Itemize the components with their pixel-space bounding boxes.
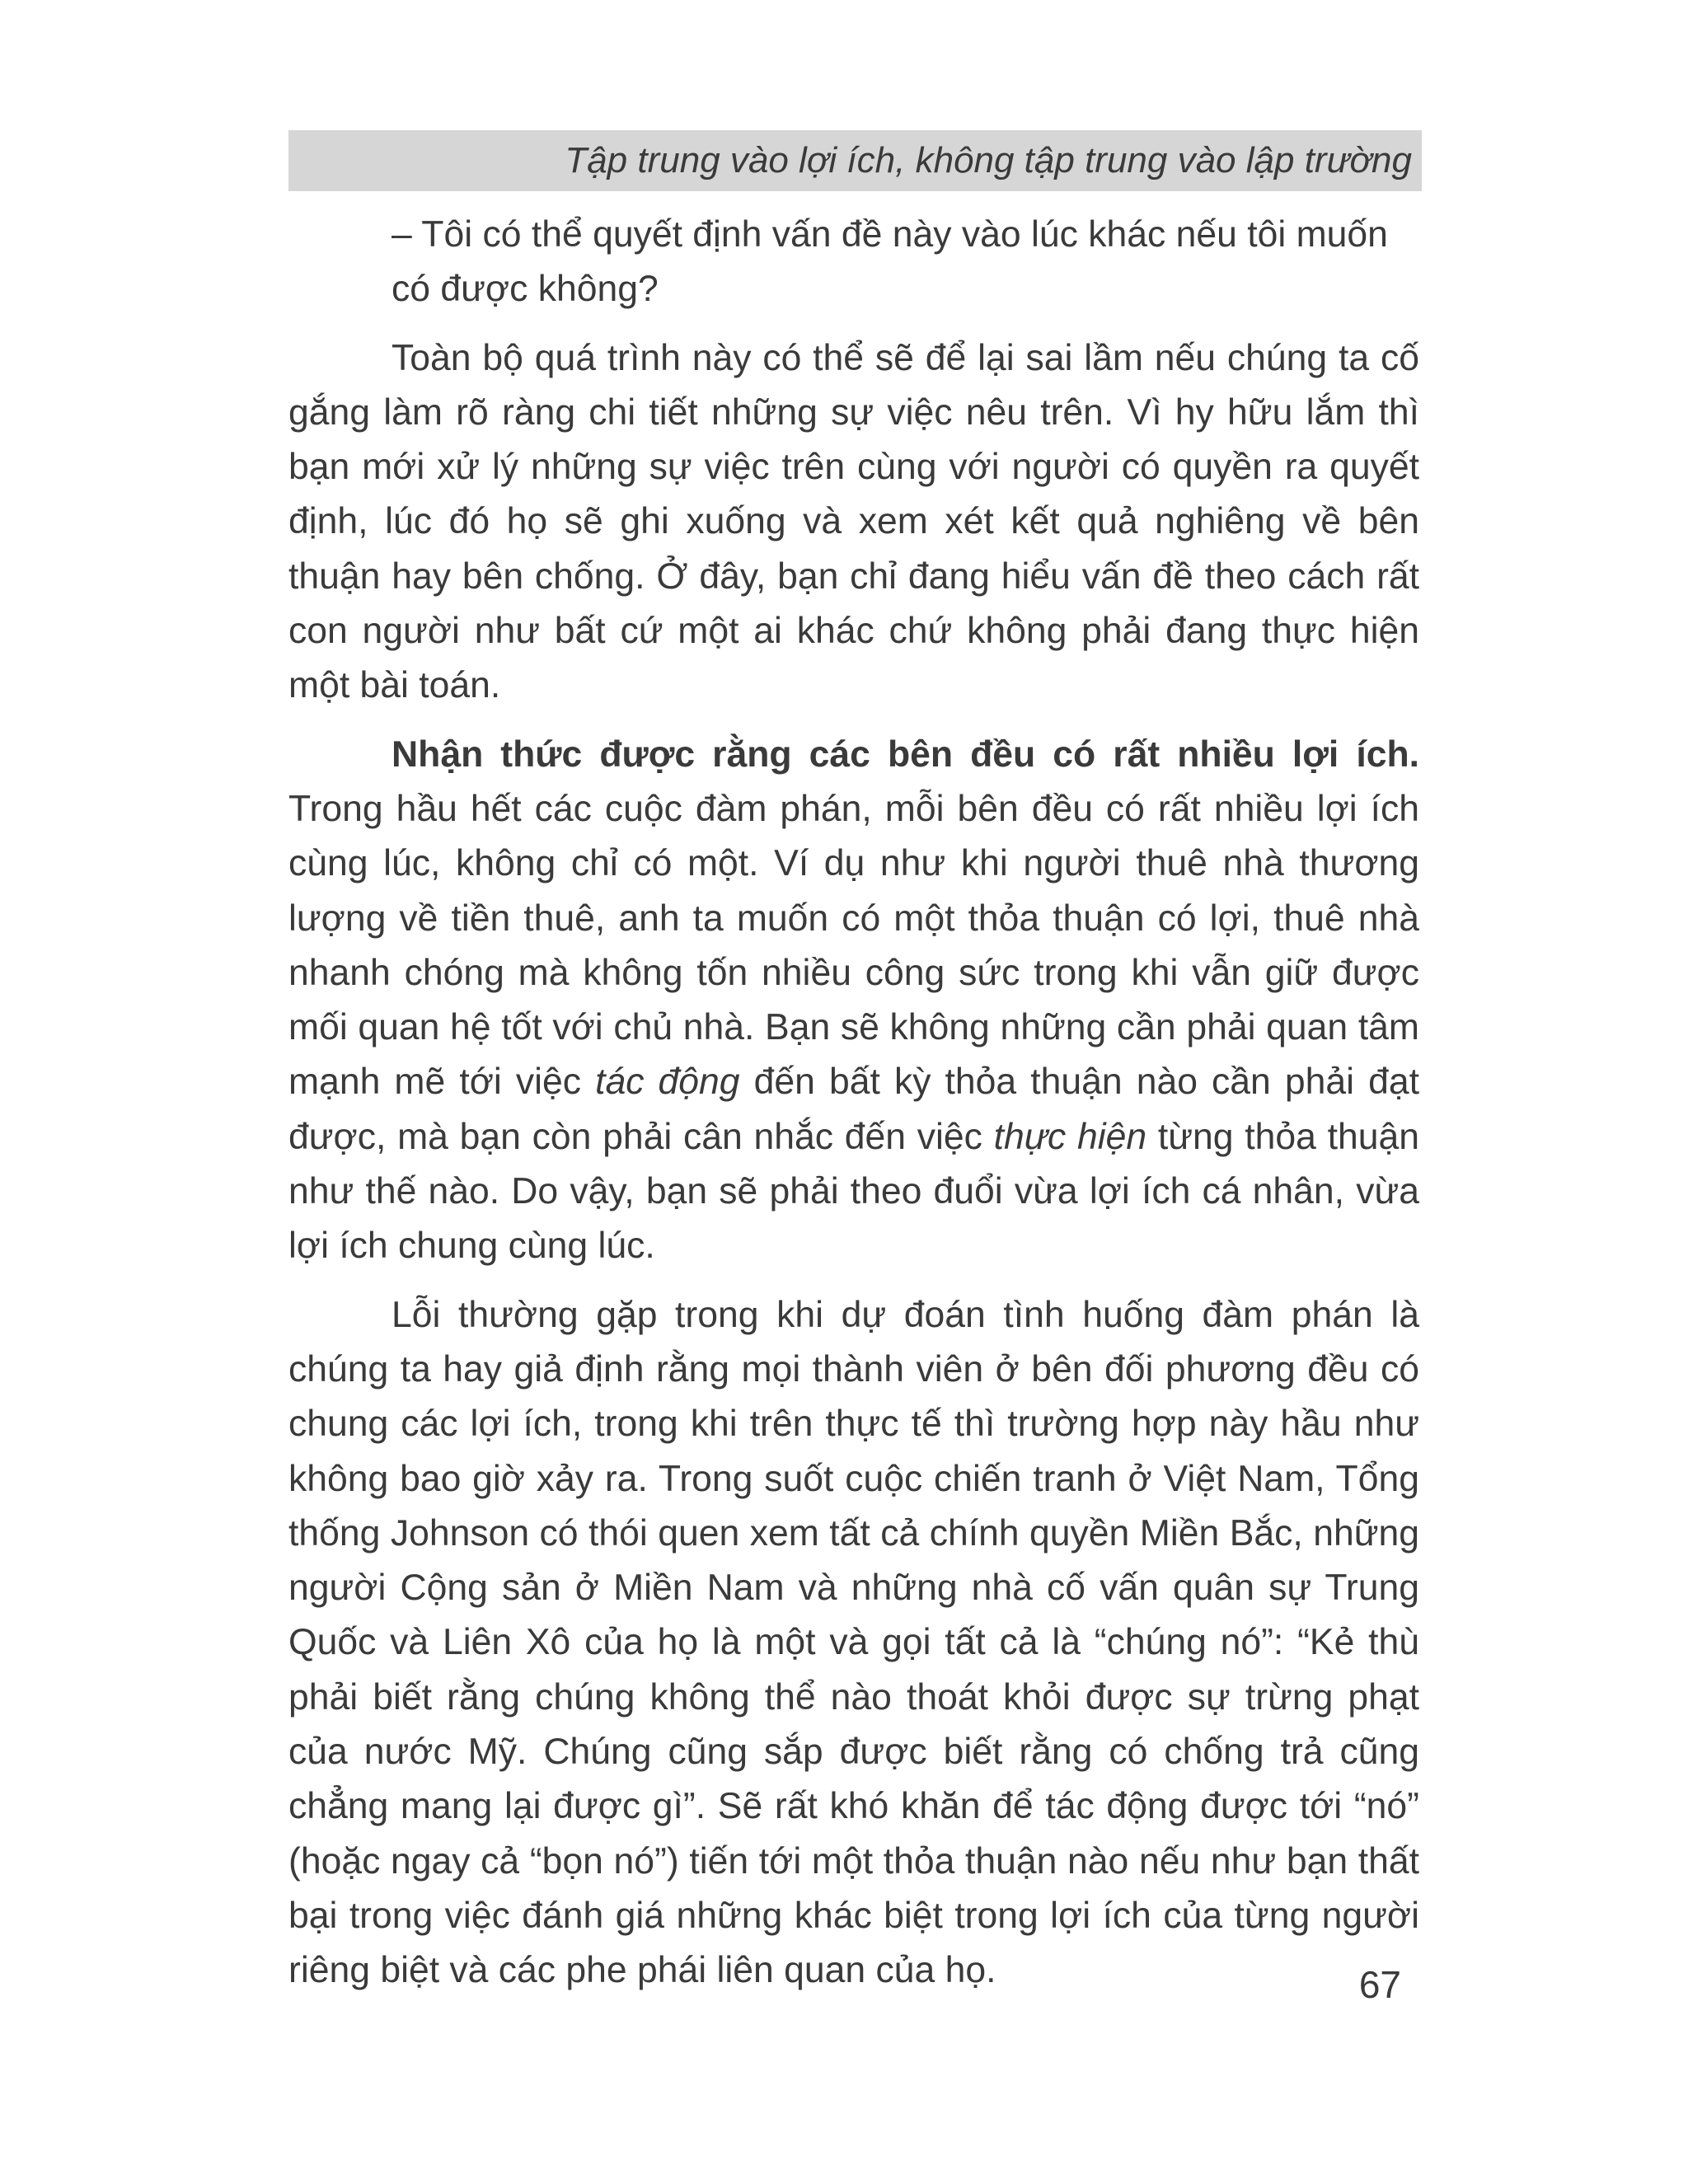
emphasis-term: tác động bbox=[595, 1062, 740, 1103]
paragraph-text: đến bất kỳ thỏa thuận nào cần phải đạt được, mà bạn còn phải cân nhắc đến việc bbox=[288, 1062, 1419, 1157]
paragraph-question: – Tôi có thể quyết định vấn đề này vào lúc khác nếu tôi muốn có được không? bbox=[392, 214, 1388, 310]
paragraph-common-mistake: Lỗi thường gặp trong khi dự đoán tình huống đàm phán là chúng ta hay giả định rằng mọi thành viên ở bên đối phương đều có chung các lợi ích, trong khi trên thực tế thì trường hợp này hầu như không bao giờ xảy ra. Trong suốt cuộc chiến tranh ở Việt Nam, Tổng thống Johnson có thói quen xem tất cả chính quyền Miền Bắc, những người Cộng sản ở Miền Nam và những nhà cố vấn quân sự Trung Quốc và Liên Xô của họ là một và gọi tất cả là “chúng nó”: “Kẻ thù phải biết rằng chúng không thể nào thoát khỏi được sự trừng phạt của nước Mỹ. Chúng cũng sắp được biết rằng có chống trả cũng chẳng mang lại được gì”. Sẽ rất khó khăn để tác động được tới “nó” (hoặc ngay cả “bọn nó”) tiến tới một thỏa thuận nào nếu như bạn thất bại trong việc đánh giá những khác biệt trong lợi ích của từng người riêng biệt và các phe phái liên quan của họ. bbox=[288, 1294, 1419, 1991]
page-number: 67 bbox=[1358, 1963, 1401, 2006]
emphasis-term: thực hiện bbox=[993, 1116, 1147, 1157]
running-header-title: Tập trung vào lợi ích, không tập trung vào lập trường bbox=[565, 140, 1412, 180]
body-text bbox=[288, 208, 1419, 2013]
running-header bbox=[288, 130, 1422, 191]
paragraph-text: Trong hầu hết các cuộc đàm phán, mỗi bên đều có rất nhiều lợi ích cùng lúc, không chỉ có một. Ví dụ như khi người thuê nhà thương lượng về tiền thuê, anh ta muốn có một thỏa thuận có lợi, thuê nhà nhanh chóng mà không tốn nhiều công sức trong khi vẫn giữ được mối quan hệ tốt với chủ nhà. Bạn sẽ không những cần phải quan tâm mạnh mẽ tới việc bbox=[288, 788, 1419, 1103]
paragraph-process: Toàn bộ quá trình này có thể sẽ để lại sai lầm nếu chúng ta cố gắng làm rõ ràng chi tiết những sự việc nêu trên. Vì hy hữu lắm thì bạn mới xử lý những sự việc trên cùng với người có quyền ra quyết định, lúc đó họ sẽ ghi xuống và xem xét kết quả nghiêng về bên thuận hay bên chống. Ở đây, bạn chỉ đang hiểu vấn đề theo cách rất con người như bất cứ một ai khác chứ không phải đang thực hiện một bài toán. bbox=[288, 337, 1419, 706]
paragraph-text: từng thỏa thuận như thế nào. Do vậy, bạn sẽ phải theo đuổi vừa lợi ích cá nhân, vừa lợi ích chung cùng lúc. bbox=[288, 1116, 1419, 1267]
paragraph-heading: Nhận thức được rằng các bên đều có rất nhiều lợi ích. bbox=[392, 733, 1419, 775]
paragraph-multiple-interests bbox=[288, 728, 1419, 1274]
